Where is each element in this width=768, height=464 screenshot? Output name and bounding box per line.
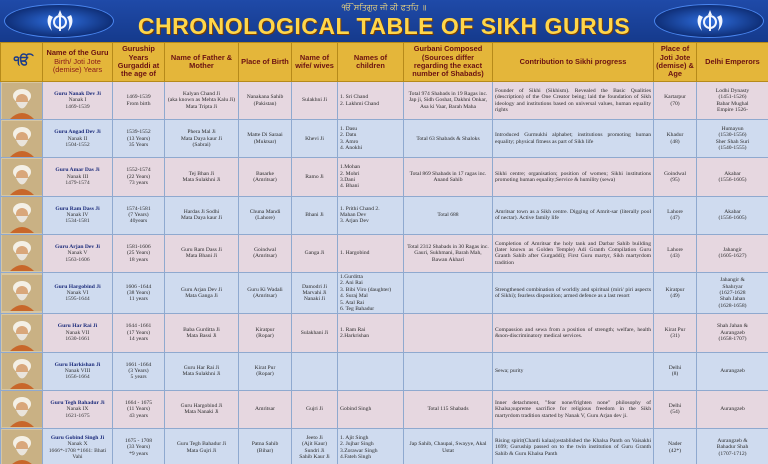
guruship-years-cell: 1644 -1661 (17 Years) 14 years xyxy=(113,314,165,352)
children-cell: Gobind Singh xyxy=(338,390,404,428)
guruship-years-cell: 1675 - 1708 (33 Years) *9 years xyxy=(113,428,165,464)
portrait-cell xyxy=(1,82,43,120)
wife-cell: Sulakhani Ji xyxy=(292,314,338,352)
table-row xyxy=(1,352,768,390)
guru-name-cell: Guru Hargobind Ji Nanak VI 1595-1644 xyxy=(43,272,113,313)
guru-name-cell: Guru Har Rai Ji Nanak VII 1630-1661 xyxy=(43,314,113,352)
ek-onkar-symbol: ੴ xyxy=(1,43,43,82)
parents-cell: Guru Har Rai Ji Mata Sulakhni Ji xyxy=(165,352,239,390)
guru-name-cell: Guru Nanak Dev Ji Nanak I 1469-1539 xyxy=(43,82,113,120)
contribution-cell: Sewa; purity xyxy=(493,352,654,390)
gurbani-cell: Total 2312 Shabads in 30 Ragas inc. Gauri, Sukhmani, Barah Mah, Bawan Akhari xyxy=(404,234,493,272)
parents-cell: Guru Ram Dass Ji Mata Bhani Ji xyxy=(165,234,239,272)
birth-place-cell: Nanakana Sahib (Pakistan) xyxy=(239,82,292,120)
column-header: Names of children xyxy=(338,43,404,82)
jyoti-jote-cell: Delhi (54) xyxy=(654,390,697,428)
gurbani-cell xyxy=(404,314,493,352)
children-cell: 1. Ram Rai 2.Harkrishan xyxy=(338,314,404,352)
parents-cell: Tej Bhan Ji Mata Sulakhni Ji xyxy=(165,158,239,196)
emperors-cell: Aurangzeb xyxy=(697,352,768,390)
portrait-cell xyxy=(1,428,43,464)
guru-name-cell: Guru Harkishan Ji Nanak VIII 1656-1664 xyxy=(43,352,113,390)
wife-cell: Gujri Ji xyxy=(292,390,338,428)
birth-place-cell: Patna Sahib (Bihar) xyxy=(239,428,292,464)
contribution-cell: Rising spirit(Chardi kalaa);established the Khalsa Panth on Vaisakhi 1699; Guruship passed on to the twin institution of Guru Granth Sahib & Guru Khalsa Panth xyxy=(493,428,654,464)
table-row xyxy=(1,390,768,428)
portrait-cell xyxy=(1,390,43,428)
khanda-icon xyxy=(693,9,727,35)
jyoti-jote-cell: Kirat Pur (31) xyxy=(654,314,697,352)
gurbani-cell: Total 63 Shabads & Shaloks xyxy=(404,120,493,158)
guru-portrait xyxy=(2,275,42,311)
jyoti-jote-cell: Lahore (43) xyxy=(654,234,697,272)
column-header: Contribution to Sikhi progress xyxy=(493,43,654,82)
page-title: CHRONOLOGICAL TABLE OF SIKH GURUS xyxy=(137,13,631,39)
emperors-cell: Jahangir (1605-1627) xyxy=(697,234,768,272)
table-row xyxy=(1,82,768,120)
emperors-cell: Shah Jahan & Aurangzeb (1658-1707) xyxy=(697,314,768,352)
portrait-cell xyxy=(1,234,43,272)
guruship-years-cell: 1574-1581 (7 Years) 40years xyxy=(113,196,165,234)
column-header: Place of Birth xyxy=(239,43,292,82)
table-row xyxy=(1,272,768,313)
portrait-cell xyxy=(1,314,43,352)
children-cell: 1. Sri Chand 2. Lakhmi Chand xyxy=(338,82,404,120)
emperors-cell: Aurangzeb & Bahadur Shah (1707-1712) xyxy=(697,428,768,464)
header-band xyxy=(0,0,768,42)
parents-cell: Guru Hargobind Ji Mata Nanaki Ji xyxy=(165,390,239,428)
table-row xyxy=(1,196,768,234)
children-cell: 1. Prithi Chand 2. Mahan Dev 3. Arjan Dev xyxy=(338,196,404,234)
portrait-cell xyxy=(1,352,43,390)
table-header-row xyxy=(1,43,768,82)
wife-cell: Ganga Ji xyxy=(292,234,338,272)
guruship-years-cell: 1469-1539 From birth xyxy=(113,82,165,120)
guru-portrait xyxy=(2,83,42,119)
birth-place-cell: Kirat Pur (Ropar) xyxy=(239,352,292,390)
wife-cell: Ramo Ji xyxy=(292,158,338,196)
birth-place-cell: Chuna Mandi (Lahore) xyxy=(239,196,292,234)
guru-name-cell: Guru Arjan Dev Ji Nanak V 1563-1606 xyxy=(43,234,113,272)
gurbani-cell xyxy=(404,272,493,313)
portrait-cell xyxy=(1,120,43,158)
table-row xyxy=(1,158,768,196)
guru-name-cell: Guru Gobind Singh Ji Nanak X 1666*-1708 *1661: Bhati Vahi xyxy=(43,428,113,464)
guru-portrait xyxy=(2,121,42,157)
guru-portrait xyxy=(2,353,42,389)
children-cell: 1.Gurditta 2. Ani Rai 3. Bibi Viro (daughter) 4. Suraj Mal 5. Atal Rai 6. Teg Bahadur xyxy=(338,272,404,313)
jyoti-jote-cell: Kartarpur (70) xyxy=(654,82,697,120)
contribution-cell: Completion of Amritsar the holy tank and Darbar Sahib building (later known as Golden Temple) Adi Granth Compilation Guru Granth Sahib after Gurgaddi); First Guru martyr, Sikh martyrdom tradition xyxy=(493,234,654,272)
gurbani-cell xyxy=(404,352,493,390)
wife-cell: Jeeto Ji (Ajit Kaur) Sundri Ji Sahib Kaur Ji xyxy=(292,428,338,464)
wife-cell xyxy=(292,352,338,390)
gurbani-cell: Total 869 Shabads in 17 ragas inc. Anand Sahib xyxy=(404,158,493,196)
birth-place-cell: Basarke (Amritsar) xyxy=(239,158,292,196)
portrait-cell xyxy=(1,158,43,196)
parents-cell: Guru Arjan Dev Ji Mata Ganga Ji xyxy=(165,272,239,313)
column-header: Gurbani Composed (Sources differ regarding the exact number of Shabads) xyxy=(404,43,493,82)
wife-cell: Bhani Ji xyxy=(292,196,338,234)
jyoti-jote-cell: Kiratpur (49) xyxy=(654,272,697,313)
guru-name-cell: Guru Ram Dass Ji Nanak IV 1534-1581 xyxy=(43,196,113,234)
gurbani-cell: Total 974 Shabads in 19 Ragas inc. Jap ji, Sidh Goshat, Dakhni Onkar, Asa ki Vaar, Barah Maha xyxy=(404,82,493,120)
gurbani-cell: Total 688 xyxy=(404,196,493,234)
emblem-right xyxy=(654,4,764,38)
table-row xyxy=(1,234,768,272)
jyoti-jote-cell: Lahore (47) xyxy=(654,196,697,234)
table-row xyxy=(1,314,768,352)
emperors-cell: Lodhi Dynasty (1451-1526) Babar Mughal Empire 1526- xyxy=(697,82,768,120)
birth-place-cell: Amritsar xyxy=(239,390,292,428)
jyoti-jote-cell: Delhi (8) xyxy=(654,352,697,390)
emperors-cell: Jahangir & Shahryar (1627-1628 Shah Jahan (1628-1658) xyxy=(697,272,768,313)
guru-portrait xyxy=(2,197,42,233)
jyoti-jote-cell: Nader (42*) xyxy=(654,428,697,464)
children-cell: 1. Dasu 2. Datu 3. Amro 4. Anokhi xyxy=(338,120,404,158)
contribution-cell: Strengthened combination of worldly and spiritual (miri/ piri aspects of Sikhi); fearless disposition; armed defence as a last resort xyxy=(493,272,654,313)
birth-place-cell: Kiratpur (Ropar) xyxy=(239,314,292,352)
guru-portrait xyxy=(2,159,42,195)
gurus-table xyxy=(0,42,768,464)
emperors-cell: Akabar (1556-1605) xyxy=(697,196,768,234)
portrait-cell xyxy=(1,272,43,313)
column-header: Place of Joti Jote (demise) & Age xyxy=(654,43,697,82)
wife-cell: Khevi Ji xyxy=(292,120,338,158)
table-body xyxy=(1,82,768,464)
emperors-cell: Aurangzeb xyxy=(697,390,768,428)
guru-name-cell: Guru Tegh Bahadur Ji Nanak IX 1621-1675 xyxy=(43,390,113,428)
parents-cell: Phera Mal Ji Mata Daya kaur Ji (Sabrai) xyxy=(165,120,239,158)
children-cell: 1. Ajit Singh 2. Jujhar Singh 3.Zorawar Singh 4.Fateh Singh xyxy=(338,428,404,464)
birth-place-cell: Matte Di Saraai (Muktsar) xyxy=(239,120,292,158)
table-row xyxy=(1,428,768,464)
guru-name-cell: Guru Amar Das Ji Nanak III 1479-1574 xyxy=(43,158,113,196)
column-header: Name of wife/ wives xyxy=(292,43,338,82)
column-header: Name of Father & Mother xyxy=(165,43,239,82)
column-header: Name of the Guru Birth/ Joti Jote (demise) Years xyxy=(43,43,113,82)
birth-place-cell: Guru Ki Wadali (Amritsar) xyxy=(239,272,292,313)
guru-portrait xyxy=(2,430,42,464)
parents-cell: Baba Gurditta Ji Mata Bassi Ji xyxy=(165,314,239,352)
wife-cell: Damodri Ji Marvahi Ji Nanaki Ji xyxy=(292,272,338,313)
contribution-cell: Inner detachment, "fear none/frighten none" philosophy of Khalsa;supreme sacrifice for religious freedom in the Sikh martyrdom tradition started by Nanak V, Guru Arjan dev ji. xyxy=(493,390,654,428)
emperors-cell: Akabar (1556-1605) xyxy=(697,158,768,196)
contribution-cell: Compassion and sewa from a position of strength; welfare, health &non-discriminatory medical services. xyxy=(493,314,654,352)
contribution-cell: Introduced Gurmukhi alphabet; institutions promoting human equality; physical fitness as part of Sikh life xyxy=(493,120,654,158)
children-cell xyxy=(338,352,404,390)
parents-cell: Guru Tegh Bahadur Ji Mata Gujri Ji xyxy=(165,428,239,464)
parents-cell: Kalyan Chand Ji (aka known as Mehta Kalu Ji) Mata Tripta Ji xyxy=(165,82,239,120)
table-row xyxy=(1,120,768,158)
guruship-years-cell: 1539-1552 (13 Years) 35 Years xyxy=(113,120,165,158)
gurus-table-wrap xyxy=(0,42,768,464)
guruship-years-cell: 1664 - 1675 (11 Years) 43 years xyxy=(113,390,165,428)
contribution-cell: Sikhi centre; organisation; position of women; Sikhi institutions promoting human equality;Service & humility (sewa) xyxy=(493,158,654,196)
guru-portrait xyxy=(2,315,42,351)
guruship-years-cell: 1581-1606 (25 Years) 18 years xyxy=(113,234,165,272)
guruship-years-cell: 1552-1574 (22 Years) 73 years xyxy=(113,158,165,196)
children-cell: 1.Mohan 2. Mohri 3.Dani 4. Bhani xyxy=(338,158,404,196)
children-cell: 1. Hargobind xyxy=(338,234,404,272)
birth-place-cell: Goindwal (Amritsar) xyxy=(239,234,292,272)
contribution-cell: Founder of Sikhi (Sikhism). Revealed the Basic Qualities (description) of the One Creator being; laid the foundation of Sikh ideology and institutions based on universal values, human equality rights xyxy=(493,82,654,120)
gurbani-cell: Jap Sahib, Chaupai, Swayye, Akal Ustat xyxy=(404,428,493,464)
guruship-years-cell: 1661 -1664 (3 Years) 5 years xyxy=(113,352,165,390)
portrait-cell xyxy=(1,196,43,234)
column-header: Guruship Years Gurgaddi at the age of xyxy=(113,43,165,82)
wife-cell: Sulakhni Ji xyxy=(292,82,338,120)
jyoti-jote-cell: Goindwal (95) xyxy=(654,158,697,196)
guru-portrait xyxy=(2,391,42,427)
jyoti-jote-cell: Khadur (48) xyxy=(654,120,697,158)
invocation-text: ੴ ਸਤਿਗੁਰ ਜੀ ਕੀ ਫਤਹਿ ॥ xyxy=(341,3,427,12)
parents-cell: Hardas Ji Sodhi Mata Daya kaur Ji xyxy=(165,196,239,234)
emperors-cell: Humayun (1530-1556) Sher Shah Suri (1540-1555) xyxy=(697,120,768,158)
gurbani-cell: Total 115 Shabads xyxy=(404,390,493,428)
column-header: Delhi Emperors xyxy=(697,43,768,82)
guruship-years-cell: 1606 -1644 (38 Years) 11 years xyxy=(113,272,165,313)
guru-name-cell: Guru Angad Dev Ji Nanak II 1504-1552 xyxy=(43,120,113,158)
contribution-cell: Amritsar town as a Sikh centre. Digging of Amrit-sar (literally pool of nectar). Active family life xyxy=(493,196,654,234)
guru-portrait xyxy=(2,235,42,271)
